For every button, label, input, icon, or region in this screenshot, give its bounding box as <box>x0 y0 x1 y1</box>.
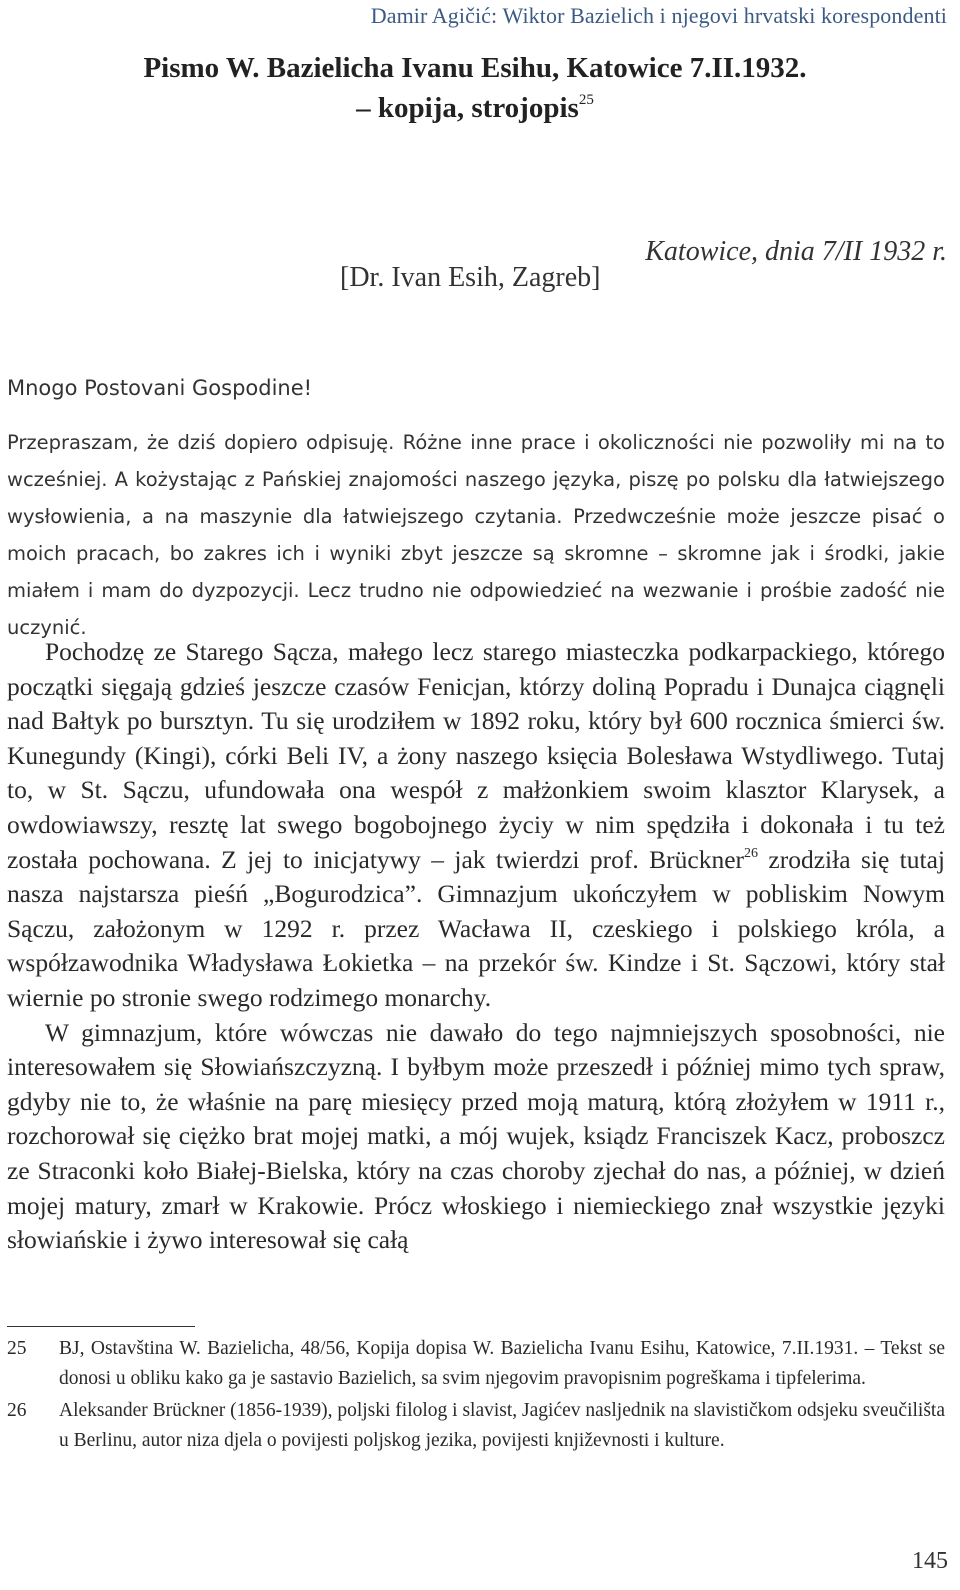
body-paragraph-1-part-b: zrodziła się tutaj nasza najstarsza pieśń „Bogurodzica”. Gimnazjum ukończyłem w pobliskim Nowym Sączu, założonym w 1292 r. przez Wacława II, czeskiego i polskiego króla, a współzawodnika Władysława Łokietka – na przekór św. Kindze i St. Sączowi, który stał wiernie po stronie swego rodzimego monarchy. <box>7 844 945 1012</box>
body-paragraph-1 <box>7 635 945 1016</box>
body-paragraph-1-part-a: Pochodzę ze Starego Sącza, małego lecz starego miasteczka podkarpackiego, którego początki sięgają gdzieś jeszcze czasów Fenicjan, którzy doliną Popradu i Dunajca ciągnęli nad Bałtyk po bursztyn. Tu się urodziłem w 1892 roku, który był 600 rocznica śmierci św. Kunegundy (Kingi), córki Beli IV, a żony naszego księcia Bolesława Wstydliwego. Tutaj to, w St. Sączu, ufundowała ona wespół z małżonkiem swoim klasztor Klarysek, a owdowiawszy, resztę lat swego bogobojnego życiy w nim spędziła i dokonała i tu też została pochowana. Z jej to inicjatywy – jak twierdzi prof. Brückner <box>7 637 945 874</box>
footnote-ref-26[interactable]: 26 <box>744 845 759 861</box>
footnote-text: Aleksander Brückner (1856-1939), poljski filolog i slavist, Jagićev nasljednik na slavističkom odsjeku sveučilišta u Berlinu, autor niza djela o povijesti poljskog jezika, povijesti književnosti i kulture. <box>59 1400 946 1451</box>
document-title-line1: Pismo W. Bazielicha Ivanu Esihu, Katowice 7.II.1932. <box>143 52 807 84</box>
body-text <box>7 635 945 1258</box>
letter-addressee: [Dr. Ivan Esih, Zagreb] <box>340 262 601 293</box>
footnote-divider <box>7 1326 195 1327</box>
footnote-26 <box>7 1396 945 1456</box>
body-paragraph-2: W gimnazjum, które wówczas nie dawało do tego najmniejszych sposobności, nie interesowałem się Słowiańszczyzną. I byłbym może przeszedł i później mimo tych spraw, gdyby nie to, że właśnie na parę miesięcy przed moją maturą, którą złożyłem w 1911 r., rozchorował się ciężko brat mojej matki, a mój wujek, ksiądz Franciszek Kacz, proboszcz ze Straconki koło Białej-Bielska, który na czas choroby zjechał do nas, a później, w dzień mojej matury, zmarł w Krakowie. Prócz włoskiego i niemieckiego znał wszystkie języki słowiańskie i żywo interesował się całą <box>7 1017 945 1255</box>
letter-salutation: Mnogo Postovani Gospodine! <box>7 376 313 400</box>
letter-place-date: Katowice, dnia 7/II 1932 r. <box>645 236 947 267</box>
running-header: Damir Agičić: Wiktor Bazielich i njegovi hrvatski korespondenti <box>370 3 947 28</box>
footnote-text: BJ, Ostavština W. Bazielicha, 48/56, Kopija dopisa W. Bazielicha Ivanu Esihu, Katowice, 7.II.1931. – Tekst se donosi u obliku kako ga je sastavio Bazielich, sa svim njegovim pravopisnim pogreškama i tipfelerima. <box>59 1338 945 1389</box>
footnotes <box>7 1334 945 1458</box>
footnote-25 <box>7 1334 945 1394</box>
letter-paragraph: Przepraszam, że dziś dopiero odpisuję. Różne inne prace i okoliczności nie pozwoliły mi na to wcześniej. A kożystając z Pańskiej znajomości naszego języka, piszę po polsku dla łatwiejszego wysłowienia, a na maszynie dla łatwiejszego czytania. Przedwcześnie może jeszcze pisać o moich pracach, bo zakres ich i wyniki zbyt jeszcze są skromne – skromne jak i środki, jakie miałem i mam do dyzpozycji. Lecz trudno nie odpowiedzieć na wezwanie i prośbie zadość nie uczynić. <box>7 431 945 639</box>
footnote-number: 26 <box>7 1400 27 1421</box>
title-subtitle: – kopija, strojopis <box>356 92 579 124</box>
footnote-number: 25 <box>7 1338 27 1359</box>
page-number: 145 <box>912 1548 948 1574</box>
footnote-ref-25[interactable]: 25 <box>578 92 594 108</box>
document-title-line2 <box>0 92 950 125</box>
letter-typewritten-text <box>7 424 945 646</box>
